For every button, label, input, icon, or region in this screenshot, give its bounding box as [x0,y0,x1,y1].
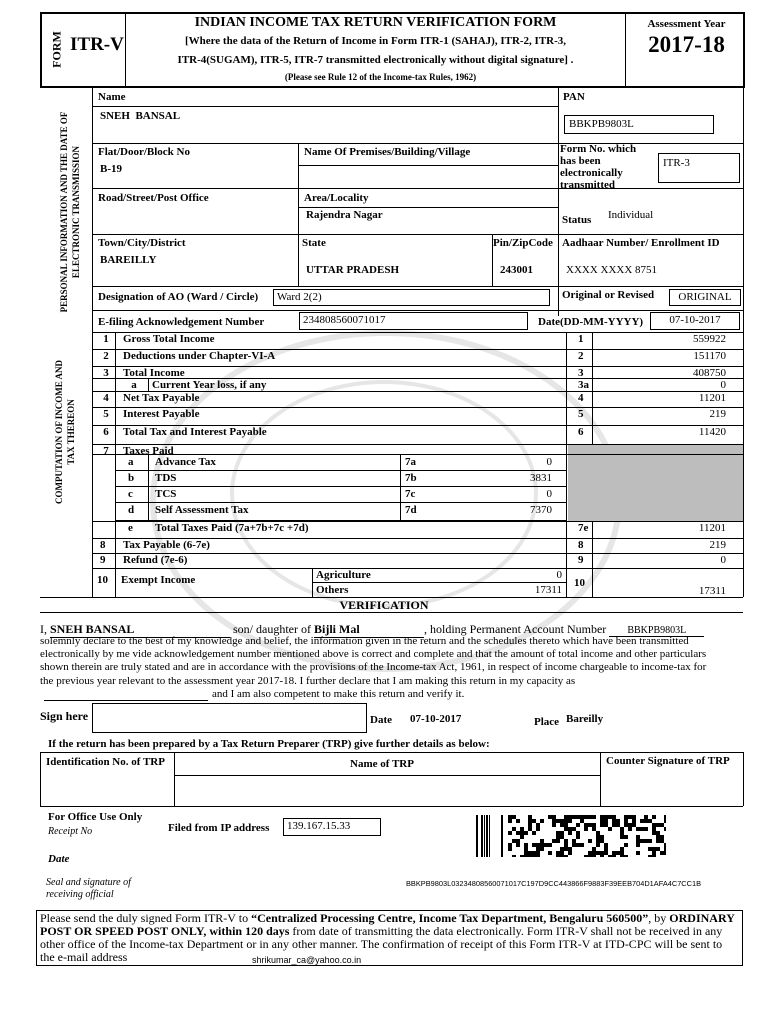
comp-row-ref: 3a [578,379,589,391]
others-label: Others [316,584,349,596]
comp-tax_payable-ref: 8 [578,539,584,551]
comp-refund-no: 9 [100,554,106,566]
office-date-label: Date [48,853,70,865]
status-value: Individual [608,209,654,221]
comp-row-label: Deductions under Chapter-VI-A [123,350,276,362]
comp-total_paid-ref: 7e [578,522,589,534]
barcode-text: BBKPB9803L03234808560071017C197D9CC443866F9883F39EEB704D1AFA4C7CC1B [406,879,702,888]
footer-email: shrikumar_ca@yahoo.co.in [252,955,724,966]
comp-row-label: Current Year loss, if any [152,379,267,391]
ip-label: Filed from IP address [168,822,270,834]
date-label: Date(DD-MM-YYYY) [538,316,644,328]
comp-row-label: Gross Total Income [123,333,215,345]
trp-heading: If the return has been prepared by a Tax Return Preparer (TRP) give further details as below: [48,738,490,750]
form-label: FORM [49,31,64,68]
comp-tax_payable-value: 219 [709,539,726,551]
signature-box[interactable] [92,703,367,733]
comp-row-no: a [131,379,137,391]
state-value: UTTAR PRADESH [306,264,400,276]
aadhaar-value: XXXX XXXX 8751 [566,264,658,276]
comp-row-ref: 4 [578,392,584,404]
comp-row-no: 5 [103,408,109,420]
comp-row-no: 7 [103,445,109,457]
comp-total_paid-value: 11201 [698,522,726,534]
verification-line-2: electronically by me vide acknowledgement number mentioned above is correct and complete and that the amount of total income and other particulars [40,648,707,660]
comp-row-ref: 6 [578,426,584,438]
comp-row-ref: 1 [578,333,584,345]
verification-i: I, [40,622,47,636]
premises-label: Name Of Premises/Building/Village [304,146,471,158]
taxes-paid-no: c [128,488,133,500]
seal-label-2: receiving official [46,889,114,900]
ao-label: Designation of AO (Ward / Circle) [98,291,259,303]
pan-label: PAN [563,91,585,103]
sign-here-label: Sign here [40,709,89,723]
personal-side-label: PERSONAL INFORMATION AND THE DATE OF ELECTRONIC TRANSMISSION [59,111,81,313]
taxes-paid-code: 7c [405,488,416,500]
town-label: Town/City/District [98,237,186,249]
verification-line-4: the previous year relevant to the assessment year 2017-18. I further declare that I am making this return in my capacity as [40,675,576,687]
verification-title: VERIFICATION [339,598,429,612]
status-label: Status [562,214,592,226]
pin-label: Pin/ZipCode [493,237,553,249]
exempt-label: Exempt Income [121,574,196,586]
verification-pan-phrase: , holding Permanent Account Number [423,622,607,636]
form-no-label: Form No. which has been electronically transmitted [560,143,637,191]
place-value: Bareilly [566,713,604,725]
pin-value: 243001 [500,264,533,276]
taxes-paid-value: 0 [546,488,552,500]
taxes-paid-no: d [128,504,135,516]
ack-label: E-filing Acknowledgement Number [98,316,265,328]
verification-pan: BBKPB9803L [609,625,704,637]
taxes-paid-label: Advance Tax [155,456,216,468]
verification-father: Bijli Mal [314,622,424,638]
state-label: State [302,237,326,249]
date-value: 07-10-2017 [650,312,740,330]
comp-refund-value: 0 [720,554,726,566]
pan-value: BBKPB9803L [564,115,714,134]
comp-row-value: 408750 [693,367,726,379]
comp-row-no: 6 [103,426,109,438]
footer-post-instruction: ORDINARY POST OR SPEED POST ONLY, within 120 days [40,911,735,938]
comp-row-label: Interest Payable [123,408,200,420]
form-subtitle-1: [Where the data of the Return of Income in Form ITR-1 (SAHAJ), ITR-2, ITR-3, [184,35,567,47]
comp-row-value: 151170 [693,350,726,362]
taxes-paid-no: a [128,456,134,468]
comp-total_paid-no: e [128,522,133,534]
verification-line-1: solemnly declare to the best of my knowledge and belief, the information given in the return and the schedules thereto which have been transmitted [40,635,689,647]
comp-row-label: Taxes Paid [123,445,174,457]
footer-text-3: from date of transmitting the data electronically. Form ITR-V shall not be received in any other office of the Income-tax Department or in any other manner. The confirmation of receipt of this Form ITR-V at ITD-CPC will be sent to the e-mail address [40,924,723,964]
comp-row-no: 3 [103,367,109,379]
assessment-year-label: Assessment Year [647,18,726,30]
taxes-paid-code: 7a [405,456,416,468]
form-title: INDIAN INCOME TAX RETURN VERIFICATION FORM [194,15,557,30]
comp-refund-ref: 9 [578,554,584,566]
comp-row-value: 11420 [698,426,726,438]
exempt-ref: 10 [574,577,585,589]
taxes-paid-label: TCS [155,488,177,500]
agri-label: Agriculture [316,569,371,581]
comp-row-value: 219 [709,408,726,420]
area-label: Area/Locality [304,192,369,204]
rule-note: (Please see Rule 12 of the Income-tax Rules, 1962) [284,72,477,82]
form-no-value: ITR-3 [658,153,740,183]
comp-row-value: 559922 [693,333,726,345]
footer-address: “Centralized Processing Centre, Income Tax Department, Bengaluru 560500” [251,911,649,925]
flat-label: Flat/Door/Block No [98,146,190,158]
original-revised-label: Original or Revised [562,289,655,301]
verification-son-label: son/ daughter of [233,622,311,636]
taxes-paid-value: 3831 [530,472,552,484]
aadhaar-label: Aadhaar Number/ Enrollment ID [562,237,720,249]
taxes-paid-code: 7d [405,504,417,516]
comp-row-no: 2 [103,350,109,362]
comp-tax_payable-label: Tax Payable (6-7e) [123,539,210,551]
office-use-title: For Office Use Only [48,811,143,823]
receipt-no-label: Receipt No [48,826,93,837]
verification-line-3: shown therein are truly stated and are in accordance with the provisions of the Income-tax Act, 1961, in respect of income chargeable to income-tax for [40,661,707,673]
taxes-paid-label: Self Assessment Tax [155,504,249,516]
comp-row-value: 0 [720,379,726,391]
comp-row-no: 1 [103,333,109,345]
place-label: Place [534,716,560,728]
area-value: Rajendra Nagar [306,209,383,221]
comp-refund-label: Refund (7e-6) [123,554,188,566]
trp-id-label: Identification No. of TRP [46,756,165,768]
ack-value: 234808560071017 [299,312,528,330]
sign-date-label: Date [370,714,392,726]
ip-value: 139.167.15.33 [283,818,381,836]
barcode-image [476,815,666,857]
verification-line-5: and I am also competent to make this return and verify it. [212,688,465,700]
ao-value: Ward 2(2) [273,289,550,306]
verification-name: SNEH BANSAL [50,622,230,638]
assessment-year-value: 2017-18 [648,32,725,57]
exempt-value: 17311 [698,585,726,597]
comp-row-value: 11201 [698,392,726,404]
taxes-paid-no: b [128,472,135,484]
name-value: SNEH BANSAL [100,110,181,122]
taxes-paid-code: 7b [405,472,417,484]
footer-text-2: , by [648,911,670,925]
agri-value: 0 [556,569,562,581]
comp-row-label: Total Tax and Interest Payable [123,426,267,438]
taxes-paid-label: TDS [155,472,177,484]
road-label: Road/Street/Post Office [98,192,209,204]
comp-row-ref: 5 [578,408,584,420]
sign-date-value: 07-10-2017 [410,713,462,725]
comp-row-ref: 3 [578,367,584,379]
others-value: 17311 [534,584,562,596]
comp-row-no: 4 [103,392,109,404]
flat-value: B-19 [100,163,122,175]
name-label: Name [98,91,126,103]
shaded-cell [568,444,743,521]
comp-row-label: Net Tax Payable [123,392,200,404]
trp-signature-label: Counter Signature of TRP [606,755,730,767]
town-value: BAREILLY [100,254,157,266]
comp-total_paid-label: Total Taxes Paid (7a+7b+7c +7d) [155,522,309,534]
footer-text-1: Please send the duly signed Form ITR-V to [40,911,252,925]
seal-label: Seal and signature of [46,877,131,888]
comp-row-ref: 2 [578,350,584,362]
computation-side-label: COMPUTATION OF INCOME AND TAX THEREON [54,359,76,505]
comp-row-label: Total Income [123,367,185,379]
taxes-paid-value: 0 [546,456,552,468]
exempt-no: 10 [97,574,108,586]
trp-name-label: Name of TRP [350,758,414,770]
comp-tax_payable-no: 8 [100,539,106,551]
form-code: ITR-V [70,34,124,55]
original-revised-value: ORIGINAL [669,289,741,306]
form-subtitle-2: ITR-4(SUGAM), ITR-5, ITR-7 transmitted electronically without digital signature] . [177,54,574,66]
taxes-paid-value: 7370 [530,504,552,516]
